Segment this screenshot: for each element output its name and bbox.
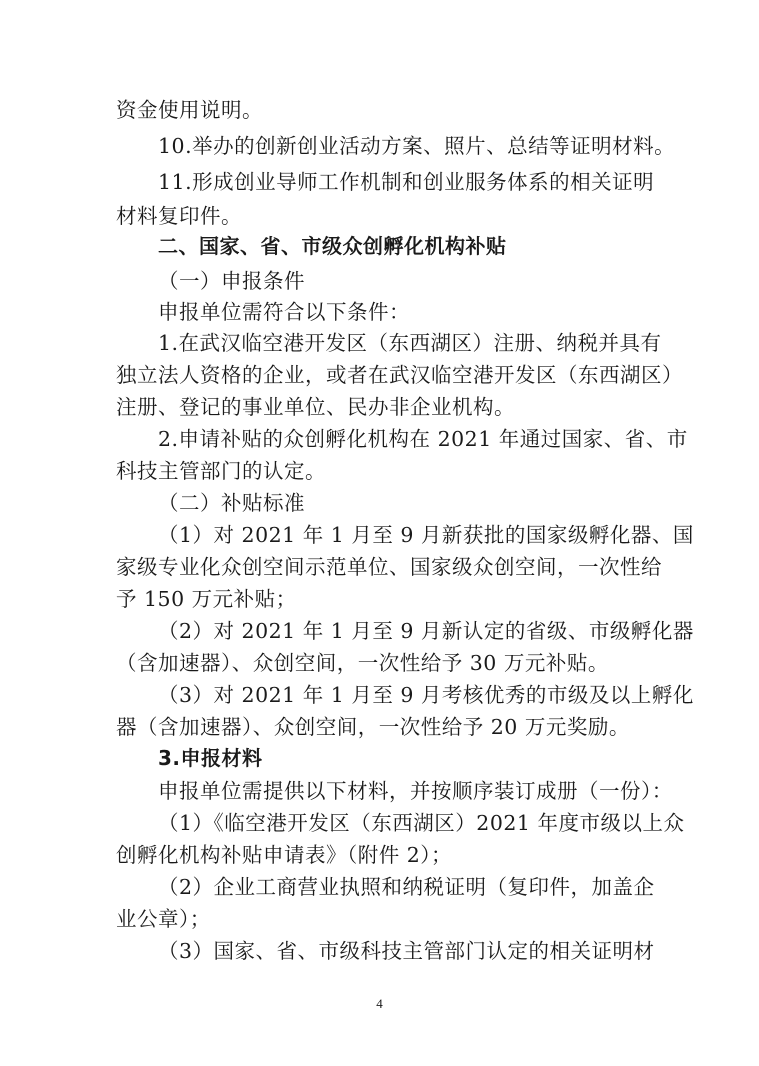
text-line: 2.申请补贴的众创孵化机构在 2021 年通过国家、省、市 (158, 427, 688, 451)
subsection-heading: （二）补贴标准 (158, 491, 305, 515)
text-line: 11.形成创业导师工作机制和创业服务体系的相关证明 (158, 170, 655, 194)
section-heading: 二、国家、省、市级众创孵化机构补贴 (158, 234, 507, 258)
text-line: 科技主管部门的认定。 (116, 459, 326, 483)
text-line: 申报单位需符合以下条件： (158, 300, 410, 324)
text-line: 申报单位需提供以下材料，并按顺序装订成册（一份）： (158, 779, 673, 803)
text-line: （3）国家、省、市级科技主管部门认定的相关证明材 (158, 939, 655, 963)
page-number: 4 (376, 996, 383, 1011)
text-line: 器（含加速器）、众创空间，一次性给予 20 万元奖励。 (116, 715, 630, 739)
subsection-heading: 3.申报材料 (158, 746, 263, 770)
text-line: 注册、登记的事业单位、民办非企业机构。 (116, 395, 515, 419)
text-line: 材料复印件。 (116, 204, 242, 228)
text-line: 10.举办的创新创业活动方案、照片、总结等证明材料。 (158, 134, 676, 158)
text-line: 创孵化机构补贴申请表》（附件 2）； (116, 843, 453, 867)
text-line: 家级专业化众创空间示范单位、国家级众创空间，一次性给 (116, 555, 662, 579)
text-line: 予 150 万元补贴； (116, 587, 297, 611)
text-line: 资金使用说明。 (116, 98, 263, 122)
subsection-heading: （一）申报条件 (158, 269, 305, 293)
text-line: （2）对 2021 年 1 月至 9 月新认定的省级、市级孵化器 (158, 619, 694, 643)
text-line: （含加速器）、众创空间，一次性给予 30 万元补贴。 (116, 651, 609, 675)
text-line: （1）对 2021 年 1 月至 9 月新获批的国家级孵化器、国 (158, 523, 694, 547)
text-line: 业公章）； (116, 907, 211, 931)
text-line: （1）《临空港开发区（东西湖区）2021 年度市级以上众 (158, 811, 685, 835)
text-line: 独立法人资格的企业，或者在武汉临空港开发区（东西湖区） (116, 363, 683, 387)
text-line: （3）对 2021 年 1 月至 9 月考核优秀的市级及以上孵化 (158, 683, 694, 707)
text-line: （2）企业工商营业执照和纳税证明（复印件，加盖企 (158, 875, 655, 899)
text-line: 1.在武汉临空港开发区（东西湖区）注册、纳税并具有 (158, 331, 662, 355)
